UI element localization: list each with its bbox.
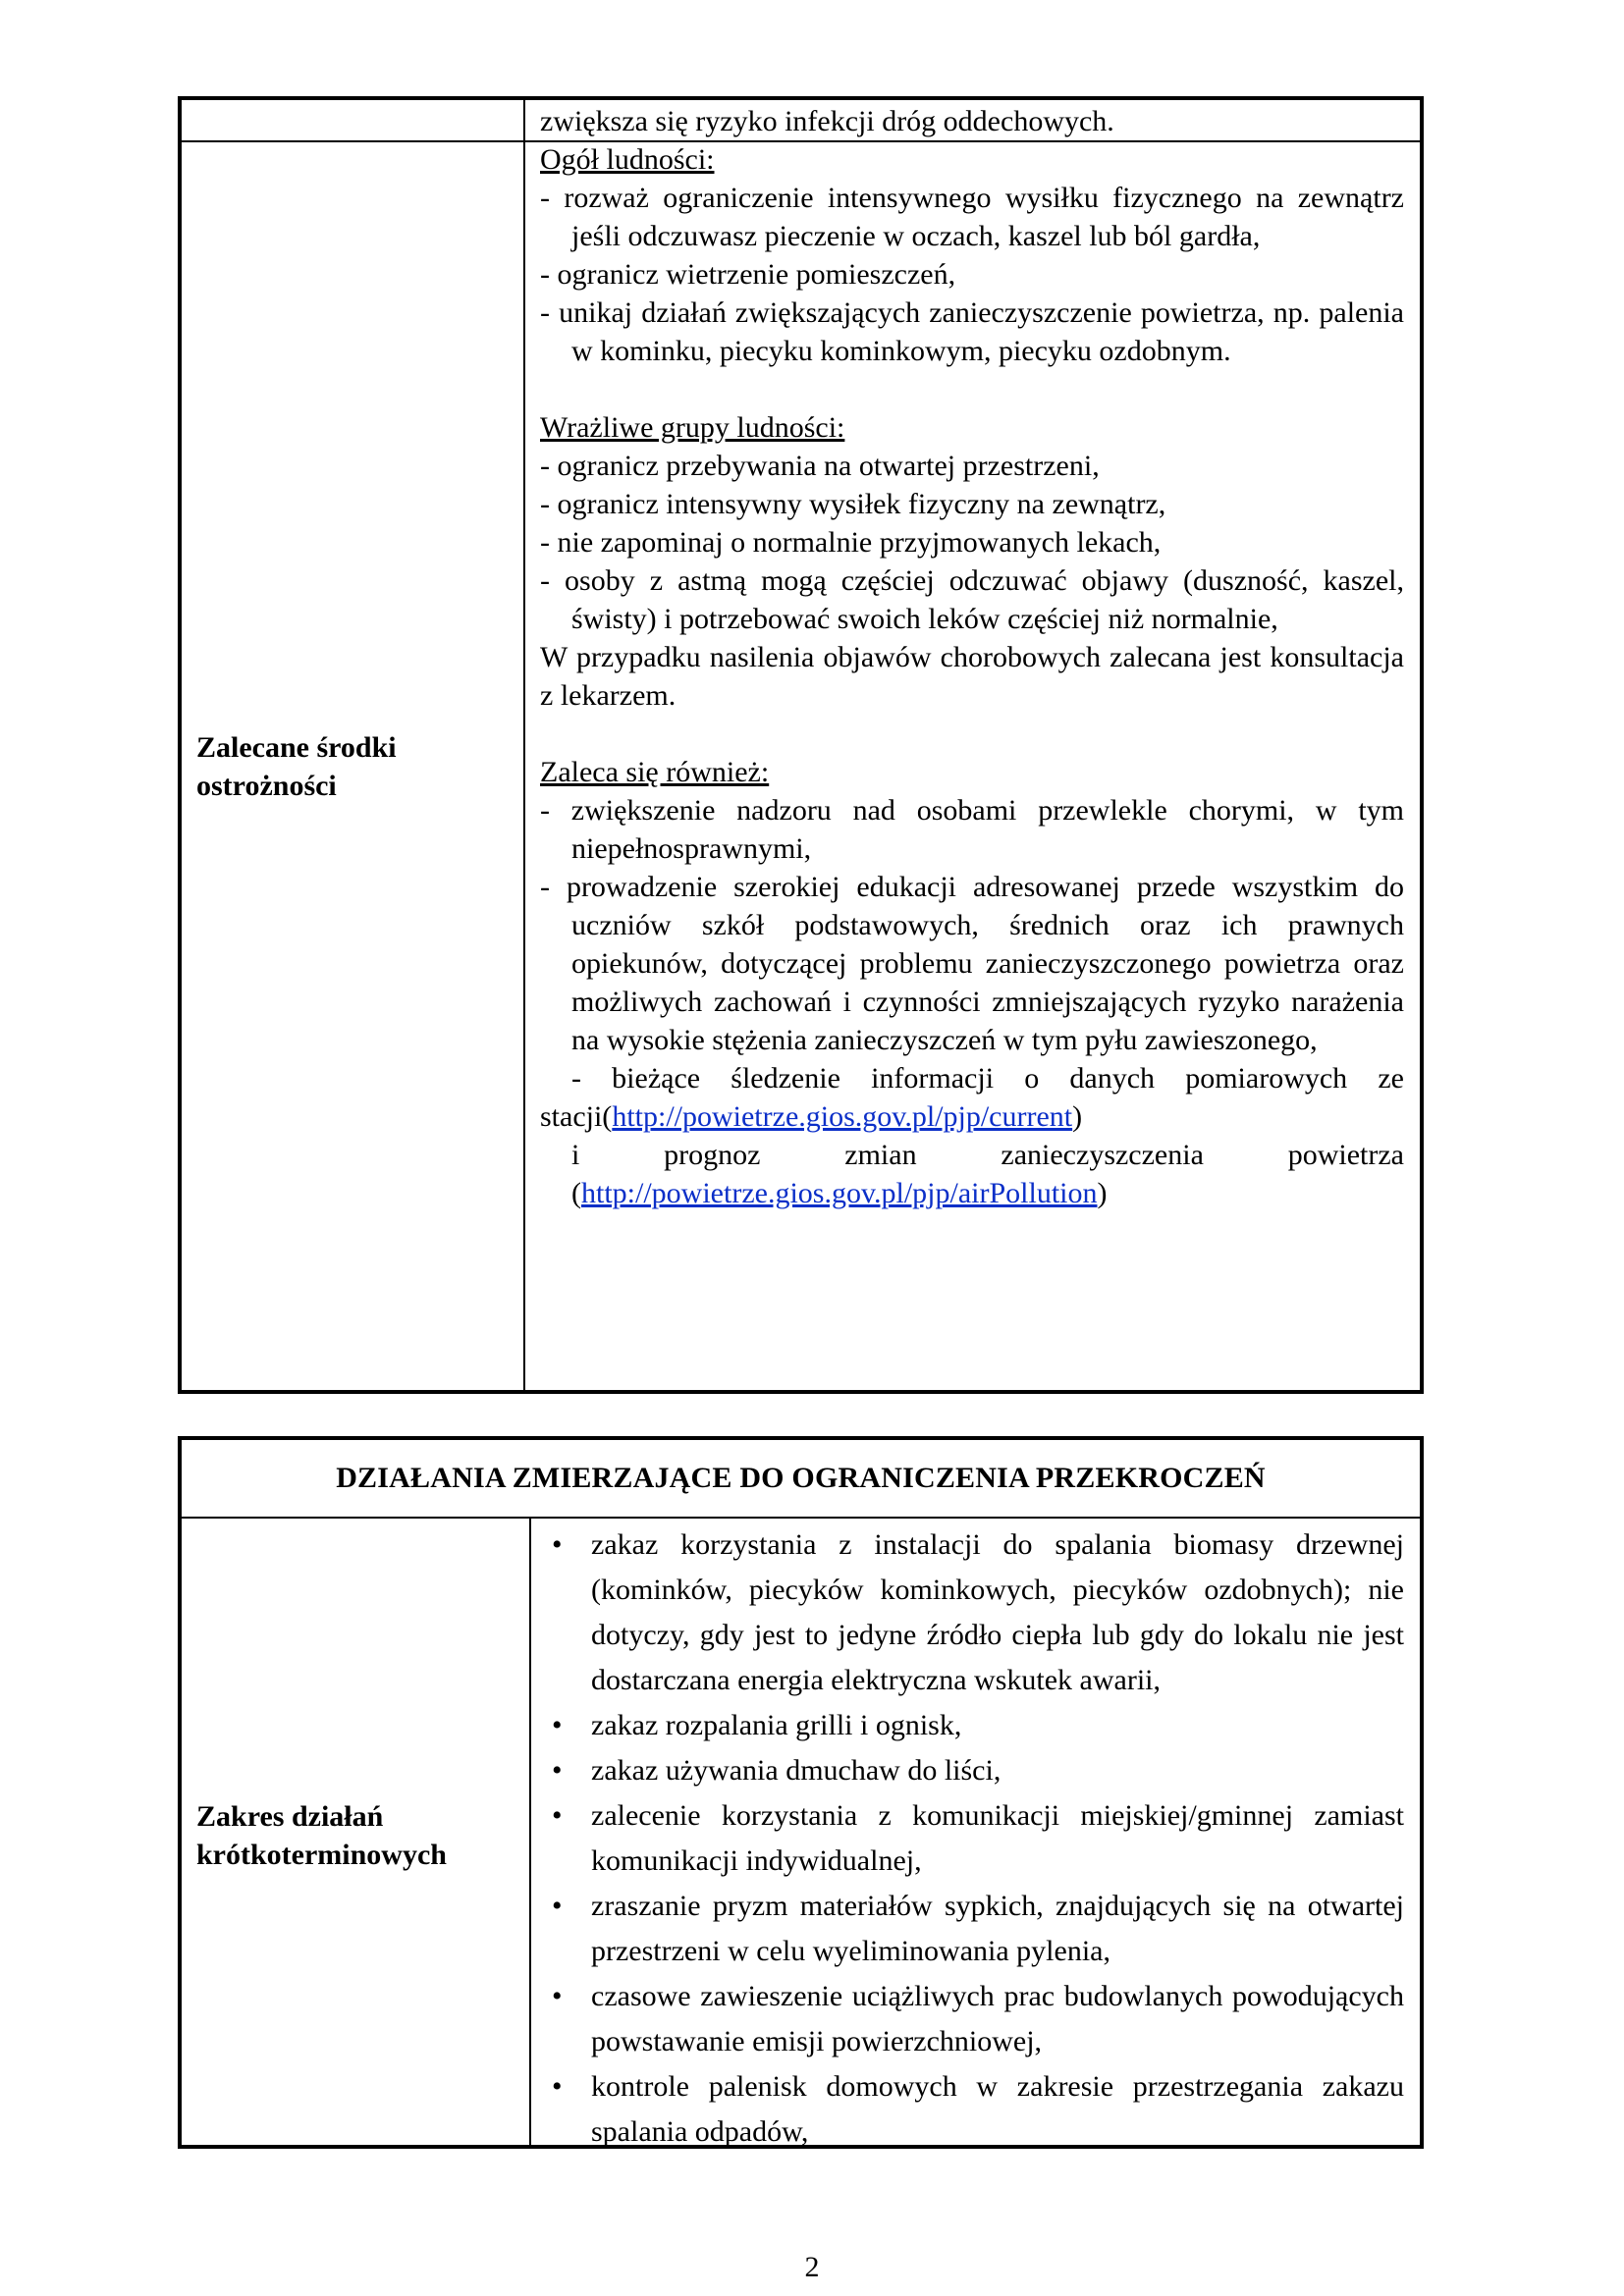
doctor-note: W przypadku nasilenia objawów chorobowych zalecana jest konsultacja z lekarzem. xyxy=(540,641,1404,712)
list-item: • zakaz korzystania z instalacji do spalania biomasy drzewnej (kominków, piecyków kominkowych, piecyków ozdobnych); nie dotyczy, gdy jest to jedyne źródło ciepła lub gdy do lokalu nie jest dostarczana energia elektryczna wskutek awarii, xyxy=(540,1522,1404,1703)
bullet-icon: • xyxy=(552,1528,563,1561)
forecast-link-line xyxy=(540,1174,1404,1212)
forecast-open: ( xyxy=(571,1177,581,1209)
short-term-actions-table xyxy=(178,1436,1424,2149)
infection-risk-text: zwiększa się ryzyko infekcji dróg oddechowych. xyxy=(540,105,1114,137)
list-item: • zakaz rozpalania grilli i ognisk, xyxy=(540,1703,1404,1748)
bullet-icon: • xyxy=(552,1709,563,1741)
bullet-icon: • xyxy=(552,1890,563,1922)
short-term-label: Zakres działań krótkoterminowych xyxy=(196,1800,447,1871)
bullet-icon: • xyxy=(552,1799,563,1832)
sensitive-heading: Wrażliwe grupy ludności: xyxy=(540,411,845,444)
list-item: • zalecenie korzystania z komunikacji miejskiej/gminnej zamiast komunikacji indywidualnej, xyxy=(540,1793,1404,1884)
list-item: • zakaz używania dmuchaw do liści, xyxy=(540,1748,1404,1793)
general-heading: Ogół ludności: xyxy=(540,143,715,176)
row1-text xyxy=(540,102,1404,140)
general-item: - unikaj działań zwiększających zanieczyszczenie powietrza, np. palenia w kominku, piecyku kominkowym, piecyku ozdobnym. xyxy=(540,296,1404,367)
bullet-icon: • xyxy=(552,2070,563,2103)
column-divider xyxy=(529,1517,531,2145)
general-item: - ogranicz wietrzenie pomieszczeń, xyxy=(540,258,956,291)
current-data-link[interactable]: http://powietrze.gios.gov.pl/pjp/current xyxy=(612,1100,1073,1133)
forecast-close: ) xyxy=(1097,1177,1108,1209)
sensitive-item: - nie zapominaj o normalnie przyjmowanych lekach, xyxy=(540,526,1162,559)
bullet-icon: • xyxy=(552,1980,563,2012)
monitoring-suffix: ) xyxy=(1072,1100,1083,1133)
precautions-table xyxy=(178,96,1424,1394)
monitoring-item xyxy=(540,1059,1404,1136)
precautions-content xyxy=(540,140,1404,1212)
row-divider xyxy=(182,1517,1420,1519)
list-item: • zraszanie pryzm materiałów sypkich, znajdujących się na otwartej przestrzeni w celu wyeliminowania pylenia, xyxy=(540,1884,1404,1974)
page-number: 2 xyxy=(804,2251,820,2283)
also-item: - prowadzenie szerokiej edukacji adresowanej przede wszystkim do uczniów szkół podstawowych, średnich oraz ich prawnych opiekunów, dotyczącej problemu zanieczyszczonego powietrza oraz możliwych zachowań i czynności zmniejszających ryzyko narażenia na wysokie stężenia zanieczyszczeń w tym pyłu zawieszonego, xyxy=(540,871,1404,1056)
actions-heading: DZIAŁANIA ZMIERZAJĄCE DO OGRANICZENIA PRZEKROCZEŃ xyxy=(336,1462,1266,1494)
precautions-label: Zalecane środki ostrożności xyxy=(196,731,397,802)
sensitive-item: - osoby z astmą mogą częściej odczuwać objawy (duszność, kaszel, świsty) i potrzebować swoich leków częściej niż normalnie, xyxy=(540,564,1404,635)
also-heading: Zaleca się również: xyxy=(540,756,770,788)
list-item: • kontrole palenisk domowych w zakresie przestrzegania zakazu spalania odpadów, xyxy=(540,2064,1404,2155)
air-pollution-link[interactable]: http://powietrze.gios.gov.pl/pjp/airPollution xyxy=(581,1177,1098,1209)
actions-list xyxy=(540,1522,1404,2155)
sensitive-item: - ogranicz intensywny wysiłek fizyczny na zewnątrz, xyxy=(540,488,1166,520)
bullet-icon: • xyxy=(552,1754,563,1787)
sensitive-item: - ogranicz przebywania na otwartej przestrzeni, xyxy=(540,450,1100,482)
monitoring-prefix: - bieżące śledzenie informacji o danych pomiarowych ze stacji( xyxy=(540,1062,1404,1133)
also-item: - zwiększenie nadzoru nad osobami przewlekle chorymi, w tym niepełnosprawnymi, xyxy=(540,794,1404,865)
general-item: - rozważ ograniczenie intensywnego wysiłku fizycznego na zewnątrz jeśli odczuwasz pieczenie w oczach, kaszel lub ból gardła, xyxy=(540,182,1404,252)
list-item: • czasowe zawieszenie uciążliwych prac budowlanych powodujących powstawanie emisji powierzchniowej, xyxy=(540,1974,1404,2064)
forecast-line: i prognoz zmian zanieczyszczenia powietrza xyxy=(571,1139,1404,1171)
column-divider xyxy=(523,100,525,1390)
